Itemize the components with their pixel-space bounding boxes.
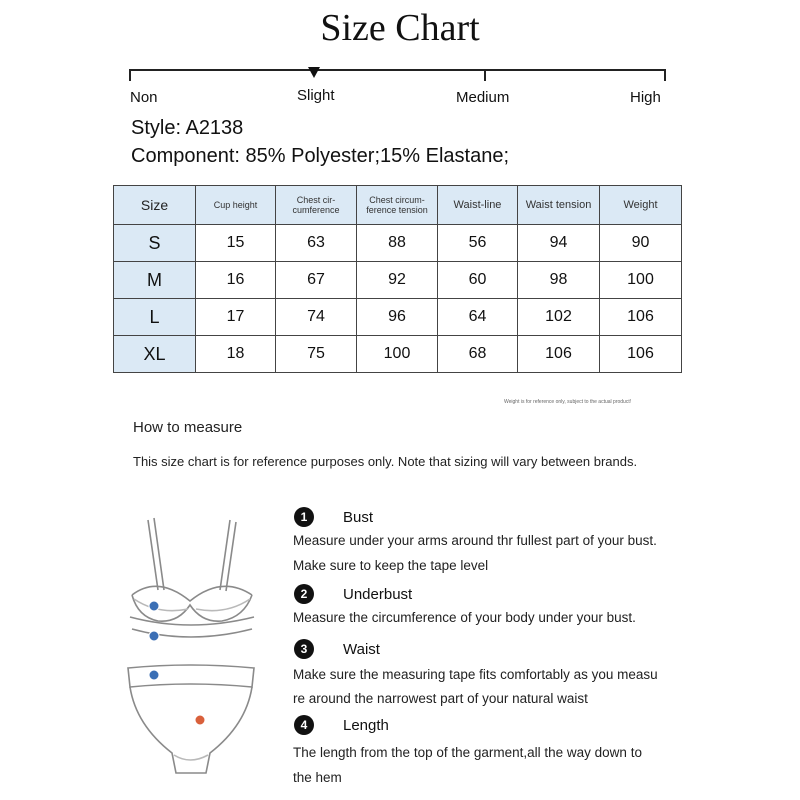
length-marker-icon: [195, 715, 205, 725]
page-title: Size Chart: [320, 7, 480, 49]
table-cell: 15: [196, 225, 276, 262]
table-cell: 18: [196, 336, 276, 373]
step-text-line: Measure the circumference of your body under your bust.: [293, 610, 636, 625]
step-title-bust: Bust: [343, 509, 374, 526]
step-title-length: Length: [343, 717, 389, 734]
stretch-scale-line: [131, 69, 666, 71]
table-row: [114, 225, 682, 262]
table-cell: 96: [357, 299, 438, 336]
step-text-line: Make sure to keep the tape level: [293, 558, 489, 573]
step-number-badge: 3: [294, 639, 314, 659]
step-number-badge: 1: [294, 507, 314, 527]
bust-marker-icon: [149, 601, 159, 611]
table-cell: 64: [438, 299, 518, 336]
table-cell: 98: [518, 262, 600, 299]
right-strap: [220, 520, 230, 590]
scale-label-non: Non: [130, 89, 158, 106]
garment-illustration: [118, 505, 278, 800]
size-table: [113, 185, 682, 373]
table-row: [114, 336, 682, 373]
table-cell: 88: [357, 225, 438, 262]
bra-cups: [132, 586, 252, 601]
scale-tick: [664, 69, 666, 81]
table-cell: L: [114, 299, 196, 336]
stretch-selected-marker-icon: [308, 67, 320, 78]
scale-label-slight: Slight: [297, 87, 335, 104]
step-text-line: the hem: [293, 770, 342, 785]
style-text: Style: A2138: [131, 117, 244, 139]
table-cell: 106: [600, 336, 682, 373]
table-header: Waist-line: [438, 186, 518, 225]
table-cell: XL: [114, 336, 196, 373]
table-cell: 67: [276, 262, 357, 299]
table-cell: 56: [438, 225, 518, 262]
table-header: Size: [114, 186, 196, 225]
table-cell: 100: [357, 336, 438, 373]
scale-label-medium: Medium: [456, 89, 510, 106]
step-text-line: Measure under your arms around thr fullest part of your bust.: [293, 533, 657, 548]
table-header: Chest circum-ference tension: [357, 186, 438, 225]
table-cell: 63: [276, 225, 357, 262]
how-to-measure-description: This size chart is for reference purposes only. Note that sizing will vary between brands.: [133, 454, 638, 469]
table-cell: 16: [196, 262, 276, 299]
scale-label-high: High: [630, 89, 661, 106]
step-text-line: Make sure the measuring tape fits comfortably as you measu: [293, 667, 658, 682]
step-number-badge: 4: [294, 715, 314, 735]
table-cell: 68: [438, 336, 518, 373]
table-cell: 17: [196, 299, 276, 336]
table-header: Cup height: [196, 186, 276, 225]
table-cell: 74: [276, 299, 357, 336]
table-cell: 100: [600, 262, 682, 299]
table-cell: 94: [518, 225, 600, 262]
step-text-line: re around the narrowest part of your natural waist: [293, 691, 588, 706]
table-header-row: [114, 186, 682, 225]
table-cell: 102: [518, 299, 600, 336]
underbust-marker-icon: [149, 631, 159, 641]
weight-note: Weight is for reference only, subject to the actual product!: [504, 399, 632, 405]
table-header: Chest cir-cumference: [276, 186, 357, 225]
briefs-waistband: [128, 665, 254, 687]
waist-marker-icon: [149, 670, 159, 680]
table-header: Waist tension: [518, 186, 600, 225]
table-header: Weight: [600, 186, 682, 225]
scale-tick: [484, 69, 486, 81]
table-cell: 106: [600, 299, 682, 336]
table-cell: 90: [600, 225, 682, 262]
table-cell: 92: [357, 262, 438, 299]
table-row: [114, 262, 682, 299]
table-cell: S: [114, 225, 196, 262]
step-title-underbust: Underbust: [343, 586, 413, 603]
step-text-line: The length from the top of the garment,all the way down to: [293, 745, 642, 760]
scale-tick: [129, 69, 131, 81]
table-cell: 75: [276, 336, 357, 373]
step-number-badge: 2: [294, 584, 314, 604]
component-text: Component: 85% Polyester;15% Elastane;: [131, 145, 509, 167]
table-cell: 106: [518, 336, 600, 373]
table-row: [114, 299, 682, 336]
step-title-waist: Waist: [343, 641, 380, 658]
table-cell: M: [114, 262, 196, 299]
how-to-measure-heading: How to measure: [133, 419, 243, 436]
table-cell: 60: [438, 262, 518, 299]
